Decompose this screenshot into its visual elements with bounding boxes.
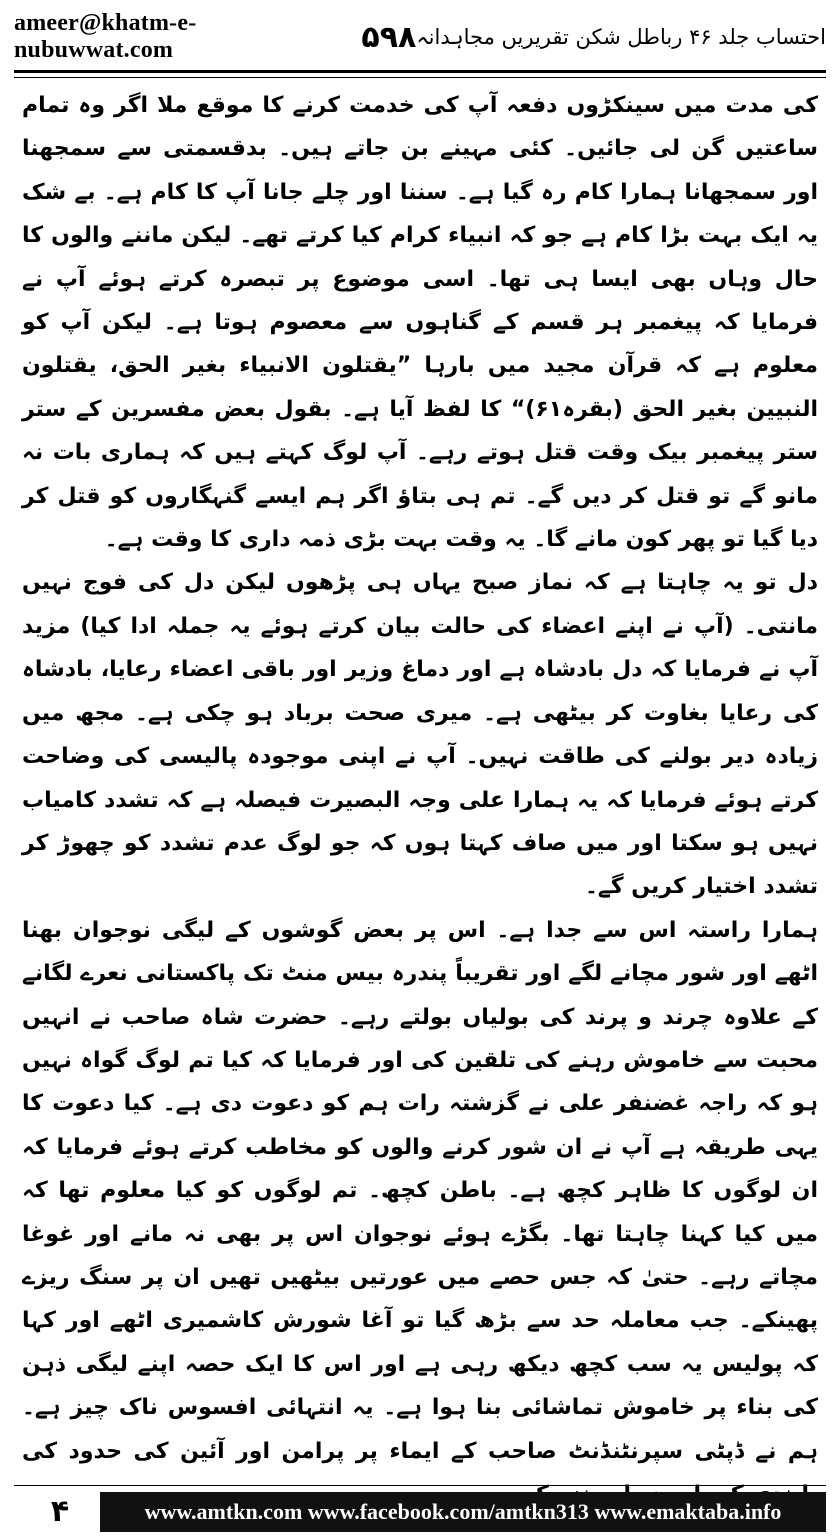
header-rule — [14, 70, 826, 78]
footer-rule — [14, 1485, 826, 1486]
page-footer — [0, 1484, 840, 1540]
header-left-group — [14, 10, 416, 64]
page-number: ۵۹۸ — [361, 19, 417, 55]
page-header — [14, 10, 826, 64]
footer-links[interactable]: www.amtkn.com www.facebook.com/amtkn313 www.emaktaba.info — [144, 1499, 782, 1524]
paragraph-2: دل تو یہ چاہتا ہے کہ نماز صبح یہاں ہی پڑھوں لیکن دل کی فوج نہیں مانتی۔ (آپ نے اپنے اعضاء کی حالت بیان کرتے ہوئے یہ جملہ ادا کیا) مزید آپ نے فرمایا کہ دل بادشاہ ہے اور دماغ وزیر اور باقی اعضاء رعایا، بادشاہ کی رعایا بغاوت کر بیٹھی ہے۔ میری صحت برباد ہو چکی ہے۔ مجھ میں زیادہ دیر بولنے کی طاقت نہیں۔ آپ نے اپنی موجودہ پالیسی کی وضاحت کرتے ہوئے فرمایا کہ یہ ہمارا علی وجہ البصیرت فیصلہ ہے کہ تشدد کامیاب نہیں ہو سکتا اور میں صاف کہتا ہوں کہ جو لوگ عدم تشدد کو چھوڑ کر تشدد اختیار کریں گے۔ — [22, 570, 818, 900]
paragraph-3: ہمارا راستہ اس سے جدا ہے۔ اس پر بعض گوشوں کے لیگی نوجوان بھنا اٹھے اور شور مچانے لگے اور تقریباً پندرہ بیس منٹ تک پاکستانی نعرے لگانے کے علاوہ چرند و پرند کی بولیاں بولتے رہے۔ حضرت شاہ صاحب نے انہیں محبت سے خاموش رہنے کی تلقین کی اور فرمایا کہ کیا تم لوگ گواہ نہیں ہو کہ راجہ غضنفر علی نے گزشتہ رات ہم کو دعوت دی ہے۔ کیا دعوت کا یہی طریقہ ہے آپ نے ان شور کرنے والوں کو مخاطب کرتے ہوئے فرمایا کہ ان لوگوں کا ظاہر کچھ ہے۔ باطن کچھ۔ تم لوگوں کو کیا معلوم تھا کہ میں کیا کہنا چاہتا تھا۔ بگڑے ہوئے نوجوان اس پر بھی نہ مانے اور غوغا مچاتے رہے۔ حتیٰ کہ جس حصے میں عورتیں بیٹھیں تھیں ان پر سنگ ریزے پھینکے۔ جب معاملہ حد سے بڑھ گیا تو آغا شورش کاشمیری اٹھے اور کہا کہ پولیس یہ سب کچھ دیکھ رہی ہے اور اس کا ایک حصہ اپنے لیگی ذہن کی بناء پر خاموش تماشائی بنا ہوا ہے۔ یہ انتہائی افسوس ناک چیز ہے۔ ہم نے ڈپٹی سپرنٹنڈنٹ صاحب کے ایماء پر پرامن اور آئین کی حدود کی — [22, 917, 818, 1464]
paragraph-1: کی مدت میں سینکڑوں دفعہ آپ کی خدمت کرنے کا موقع ملا اگر وہ تمام ساعتیں گن لی جائیں۔ کئی مہینے بن جاتے ہیں۔ بدقسمتی سے سمجھنا اور سمجھانا ہمارا کام رہ گیا ہے۔ سننا اور چلے جانا آپ کا کام ہے۔ بے شک یہ ایک بہت بڑا کام ہے جو کہ انبیاء کرام کیا کرتے تھے۔ لیکن ماننے والوں کا حال وہاں بھی ایسا ہی تھا۔ اسی موضوع پر تبصرہ کرتے ہوئے آپ نے فرمایا کہ پیغمبر ہر قسم کے گناہوں سے معصوم ہوتا ہے۔ لیکن آپ کو معلوم ہے کہ قرآن مجید میں بارہا ”یقتلون الانبیاء بغیر الحق، یقتلون النبیین بغیر الحق (بقرہ۶۱)“ کا لفظ آیا ہے۔ بقول بعض مفسرین کے ستر ستر پیغمبر بیک وقت قتل ہوتے رہے۔ آپ لوگ کہتے ہیں کہ ہماری بات نہ مانو گے تو قتل کر دیں گے۔ تم ہی بتاؤ اگر ہم ایسے گنہگاروں کو قتل کر دیا گیا تو پھر کون مانے گا۔ یہ وقت بہت بڑی ذمہ داری کا وقت ہے۔ — [22, 93, 818, 553]
running-title: احتساب جلد ۴۶ رباطل شکن تقریریں مجاہدانہ — [416, 25, 826, 49]
footer-link-bar — [100, 1492, 826, 1532]
body-text — [22, 84, 818, 1464]
header-email[interactable]: ameer@khatm-e-nubuwwat.com — [14, 10, 197, 63]
footer-number: ۴ — [50, 1493, 70, 1529]
